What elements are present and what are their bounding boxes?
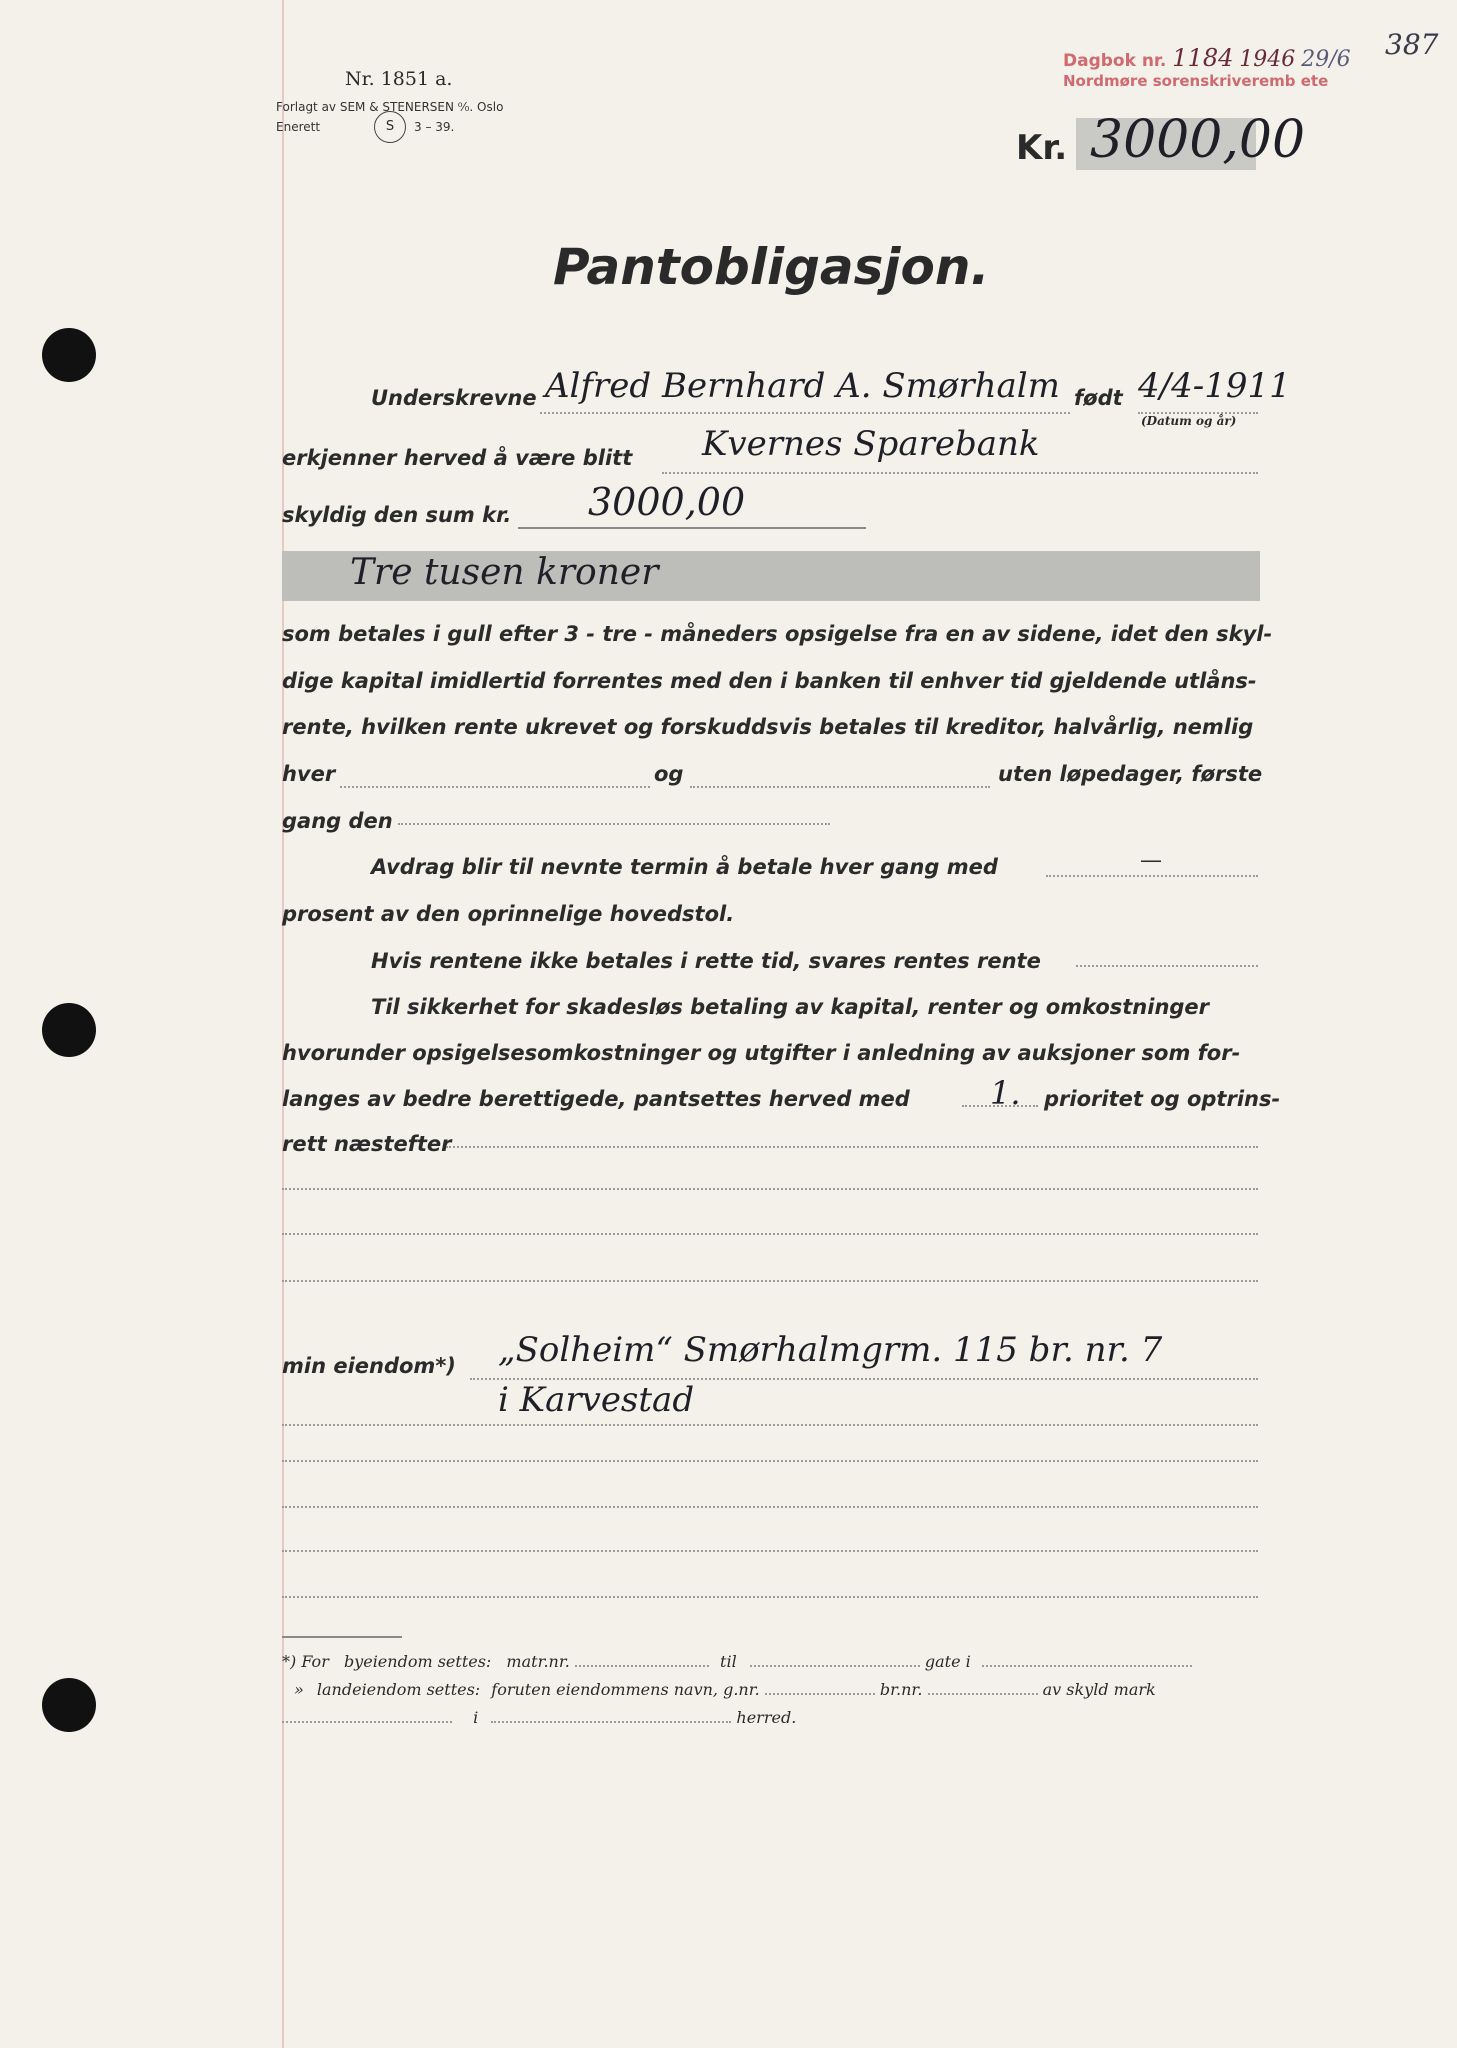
undersigned-label: Underskrevne (371, 386, 537, 410)
footnote-gate-line (982, 1665, 1192, 1667)
property-line-2 (282, 1424, 1258, 1426)
footnote-city-label: byeiendom settes: (343, 1652, 492, 1671)
security-line-1: Til sikkerhet for skadesløs betaling av kapital, renter og omkostninger (371, 995, 1210, 1019)
og-line (690, 786, 990, 788)
blank-line-2 (282, 1233, 1258, 1235)
blank-line-5 (282, 1506, 1258, 1508)
footnote-marker: *) For (282, 1652, 329, 1671)
terms-line-1: som betales i gull efter 3 - tre - måneders opsigelse fra en av sidene, idet den skyl- (282, 622, 1273, 646)
footnote-rule (282, 1636, 402, 1638)
register-stamp-line1 (1063, 44, 1351, 72)
rentes-rente-text: Hvis rentene ikke betales i rette tid, svares rentes rente (371, 949, 1041, 973)
footnote-gate-label: gate i (924, 1652, 971, 1671)
uten-label: uten løpedager, første (998, 762, 1263, 786)
footnote-matr-line (575, 1665, 709, 1667)
amount-words-value: Tre tusen kroner (350, 552, 659, 593)
security-line-2: hvorunder opsigelsesomkostninger og utgifter i anledning av auksjoner som for- (282, 1041, 1241, 1065)
register-stamp-line2: Nordmøre sorenskriveremb ete (1063, 72, 1329, 90)
gang-label: gang den (282, 809, 393, 833)
footnote-til-line (750, 1665, 920, 1667)
avdrag-line (1046, 875, 1258, 877)
born-label: født (1074, 386, 1123, 410)
footnote-line-1 (282, 1652, 1192, 1671)
footnote-land-label: landeiendom settes: (316, 1680, 481, 1699)
punch-hole-bottom (42, 1678, 96, 1732)
punch-hole-top (42, 328, 96, 382)
rentes-rente-line (1076, 965, 1258, 967)
security-line-3b: prioritet og optrins- (1044, 1087, 1281, 1111)
hver-label: hver (282, 762, 336, 786)
footnote-i-label: i (473, 1708, 479, 1727)
footnote-line-2 (282, 1680, 1156, 1699)
security-line-4: rett næstefter (282, 1132, 452, 1156)
gang-line (398, 823, 830, 825)
blank-line-1 (282, 1188, 1258, 1190)
owing-label: skyldig den sum kr. (282, 503, 512, 527)
priority-value: 1. (990, 1074, 1021, 1112)
footnote-matr-label: matr.nr. (506, 1652, 570, 1671)
born-hint: (Datum og år) (1141, 414, 1237, 428)
undersigned-line (540, 412, 1070, 414)
footnote-skyld-label: av skyld mark (1042, 1680, 1156, 1699)
footnote-skyld-line (282, 1721, 452, 1723)
footnote-brnr-label: br.nr. (879, 1680, 923, 1699)
blank-line-3 (282, 1280, 1258, 1282)
footnote-ditto: » (294, 1680, 304, 1699)
owing-line (518, 527, 866, 529)
publisher-date: 3 – 39. (414, 120, 455, 134)
register-entry-number: 1184 (1172, 44, 1234, 72)
publisher-rights: Enerett (276, 120, 321, 134)
footnote-line-3 (282, 1708, 796, 1727)
footnote-brnr-line (928, 1693, 1038, 1695)
property-label: min eiendom*) (282, 1354, 456, 1378)
form-number: Nr. 1851 a. (345, 68, 453, 90)
amount-value: 3000,00 (1090, 110, 1306, 170)
register-date: 29/6 (1301, 47, 1351, 72)
og-label: og (654, 762, 684, 786)
punch-hole-middle (42, 1003, 96, 1057)
creditor-line (662, 472, 1258, 474)
naestefter-line (446, 1146, 1258, 1148)
footnote-herred-label: herred. (736, 1708, 797, 1727)
footnote-herred-line (491, 1721, 731, 1723)
publisher-line: Forlagt av SEM & STENERSEN ⁰⁄₀. Oslo (276, 100, 504, 114)
property-value-line-1: „Solheim“ Smørhalmgrm. 115 br. nr. 7 (498, 1330, 1163, 1370)
register-label: Dagbok nr. (1063, 51, 1167, 71)
blank-line-7 (282, 1596, 1258, 1598)
hver-line (340, 786, 650, 788)
amount-label: Kr. (1016, 128, 1068, 168)
footnote-til-label: til (720, 1652, 737, 1671)
blank-line-6 (282, 1550, 1258, 1552)
margin-line (282, 0, 284, 2048)
acknowledge-label: erkjenner herved å være blitt (282, 446, 633, 470)
footnote-gnr-label: foruten eiendommens navn, g.nr. (491, 1680, 760, 1699)
property-value-line-2: i Karvestad (498, 1380, 695, 1420)
terms-line-2: dige kapital imidlertid forrentes med den i banken til enhver tid gjeldende utlåns- (282, 669, 1257, 693)
avdrag-value: — (1140, 848, 1162, 873)
owing-value: 3000,00 (588, 480, 746, 524)
born-value: 4/4-1911 (1138, 366, 1291, 406)
register-year: 1946 (1239, 47, 1296, 72)
undersigned-value: Alfred Bernhard A. Smørhalm (545, 366, 1060, 406)
publisher-logo: S (374, 111, 406, 143)
document-title: Pantobligasjon. (553, 238, 990, 296)
prosent-text: prosent av den oprinnelige hovedstol. (282, 902, 735, 926)
security-line-3: langes av bedre berettigede, pantsettes herved med (282, 1087, 910, 1111)
avdrag-text: Avdrag blir til nevnte termin å betale hver gang med (371, 855, 998, 879)
blank-line-4 (282, 1460, 1258, 1462)
creditor-value: Kvernes Sparebank (702, 424, 1040, 464)
page-number: 387 (1385, 28, 1439, 61)
terms-line-3: rente, hvilken rente ukrevet og forskuddsvis betales til kreditor, halvårlig, nemlig (282, 715, 1254, 739)
footnote-gnr-line (765, 1693, 875, 1695)
